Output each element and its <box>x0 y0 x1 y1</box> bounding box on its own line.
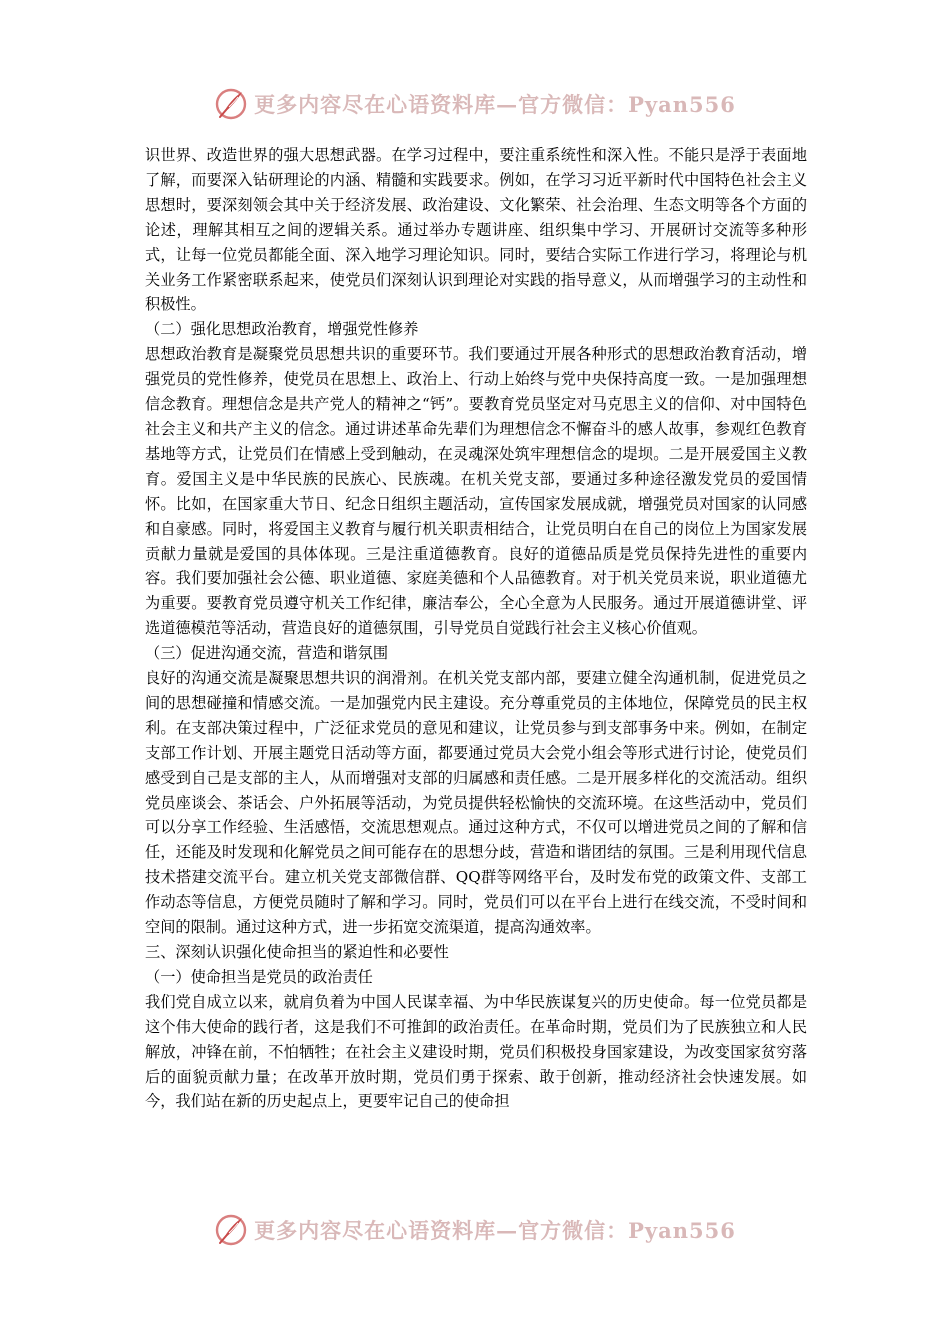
paragraph: 良好的沟通交流是凝聚思想共识的润滑剂。在机关党支部内部，要建立健全沟通机制，促进党员之间的思想碰撞和情感交流。一是加强党内民主建设。充分尊重党员的主体地位，保障党员的民主权利。在支部决策过程中，广泛征求党员的意见和建议，让党员参与到支部事务中来。例如，在制定支部工作计划、开展主题党日活动等方面，都要通过党员大会党小组会等形式进行讨论，使党员们感受到自己是支部的主人，从而增强对支部的归属感和责任感。二是开展多样化的交流活动。组织党员座谈会、茶话会、户外拓展等活动，为党员提供轻松愉快的交流环境。在这些活动中，党员们可以分享工作经验、生活感悟，交流思想观点。通过这种方式，不仅可以增进党员之间的了解和信任，还能及时发现和化解党员之间可能存在的思想分歧，营造和谐团结的氛围。三是利用现代信息技术搭建交流平台。建立机关党支部微信群、QQ群等网络平台，及时发布党的政策文件、支部工作动态等信息，方便党员随时了解和学习。同时，党员们可以在平台上进行在线交流，不受时间和空间的限制。通过这种方式，进一步拓宽交流渠道，提高沟通效率。 <box>145 669 807 937</box>
quill-logo-icon <box>214 1213 248 1247</box>
paragraph: 识世界、改造世界的强大思想武器。在学习过程中，要注重系统性和深入性。不能只是浮于表面地了解，而要深入钻研理论的内涵、精髓和实践要求。例如，在学习习近平新时代中国特色社会主义思想时，要深刻领会其中关于经济发展、政治建设、文化繁荣、社会治理、生态文明等各个方面的论述，理解其相互之间的逻辑关系。通过举办专题讲座、组织集中学习、开展研讨交流等多种形式，让每一位党员都能全面、深入地学习理论知识。同时，要结合实际工作进行学习，将理论与机关业务工作紧密联系起来，使党员们深刻认识到理论对实践的指导意义，从而增强学习的主动性和积极性。 <box>145 146 807 314</box>
watermark-header <box>0 84 950 124</box>
watermark-footer <box>0 1210 950 1250</box>
chapter-heading: 三、深刻认识强化使命担当的紧迫性和必要性 <box>145 943 449 961</box>
quill-logo-icon <box>214 87 248 121</box>
paragraph: 我们党自成立以来，就肩负着为中国人民谋幸福、为中华民族谋复兴的历史使命。每一位党员都是这个伟大使命的践行者，这是我们不可推卸的政治责任。在革命时期，党员们为了民族独立和人民解放，冲锋在前，不怕牺牲；在社会主义建设时期，党员们积极投身国家建设，为改变国家贫穷落后的面貌贡献力量；在改革开放时期，党员们勇于探索、敢于创新，推动经济社会快速发展。如今，我们站在新的历史起点上，更要牢记自己的使命担 <box>145 992 807 1111</box>
watermark-text: 更多内容尽在心语资料库—官方微信：Pyan556 <box>254 92 736 117</box>
watermark-text: 更多内容尽在心语资料库—官方微信：Pyan556 <box>254 1218 736 1243</box>
section-heading: （三）促进沟通交流，营造和谐氛围 <box>145 644 388 663</box>
paragraph: 思想政治教育是凝聚党员思想共识的重要环节。我们要通过开展各种形式的思想政治教育活动，增强党员的党性修养，使党员在思想上、政治上、行动上始终与党中央保持高度一致。一是加强理想信念教育。理想信念是共产党人的精神之“钙”。要教育党员坚定对马克思主义的信仰、对中国特色社会主义和共产主义的信念。通过讲述革命先辈们为理想信念不懈奋斗的感人故事，参观红色教育基地等方式，让党员们在情感上受到触动，在灵魂深处筑牢理想信念的堤坝。二是开展爱国主义教育。爱国主义是中华民族的民族心、民族魂。在机关党支部，要通过多种途径激发党员的爱国情怀。比如，在国家重大节日、纪念日组织主题活动，宣传国家发展成就，增强党员对国家的认同感和自豪感。同时，将爱国主义教育与履行机关职责相结合，让党员明白在自己的岗位上为国家发展贡献力量就是爱国的具体体现。三是注重道德教育。良好的道德品质是党员保持先进性的重要内容。我们要加强社会公德、职业道德、家庭美德和个人品德教育。对于机关党员来说，职业道德尤为重要。要教育党员遵守机关工作纪律，廉洁奉公，全心全意为人民服务。通过开展道德讲堂、评选道德模范等活动，营造良好的道德氛围，引导党员自觉践行社会主义核心价值观。 <box>145 345 807 638</box>
section-heading: （一）使命担当是党员的政治责任 <box>145 967 373 986</box>
document-body <box>145 143 807 1114</box>
section-heading: （二）强化思想政治教育，增强党性修养 <box>145 320 419 339</box>
